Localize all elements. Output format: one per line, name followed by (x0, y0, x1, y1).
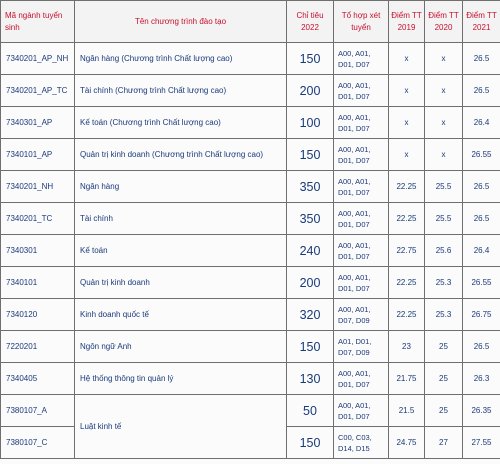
cell-score-2020: 25.5 (425, 203, 463, 235)
cell-score-2021: 26.5 (463, 171, 500, 203)
cell-score-2019: 22.25 (389, 203, 425, 235)
table-row (1, 139, 500, 171)
cell-score-2019: x (389, 43, 425, 75)
cell-code: 7340101 (1, 267, 75, 299)
cell-code: 7220201 (1, 331, 75, 363)
header-quota: Chỉ tiêu 2022 (287, 1, 334, 43)
cell-quota: 350 (287, 171, 334, 203)
cell-score-2019: 24.75 (389, 427, 425, 459)
cell-combo: A00, A01, D01, D07 (334, 395, 389, 427)
cell-quota: 150 (287, 427, 334, 459)
cell-score-2020: 25 (425, 395, 463, 427)
cell-score-2020: 25.3 (425, 299, 463, 331)
cell-quota: 240 (287, 235, 334, 267)
cell-score-2020: 25 (425, 331, 463, 363)
cell-score-2021: 26.35 (463, 395, 500, 427)
table-row (1, 203, 500, 235)
header-code: Mã ngành tuyển sinh (1, 1, 75, 43)
cell-score-2021: 26.55 (463, 267, 500, 299)
cell-score-2019: 22.75 (389, 235, 425, 267)
cell-score-2020: 25.3 (425, 267, 463, 299)
cell-quota: 130 (287, 363, 334, 395)
cell-quota: 150 (287, 331, 334, 363)
cell-score-2019: x (389, 75, 425, 107)
cell-quota: 320 (287, 299, 334, 331)
cell-code: 7380107_A (1, 395, 75, 427)
cell-program: Ngôn ngữ Anh (75, 331, 287, 363)
cell-code: 7340201_TC (1, 203, 75, 235)
cell-combo: A00, A01, D01, D07 (334, 203, 389, 235)
cell-combo: C00, C03, D14, D15 (334, 427, 389, 459)
cell-score-2021: 27.55 (463, 427, 500, 459)
cell-score-2021: 26.3 (463, 363, 500, 395)
cell-score-2020: 25.5 (425, 171, 463, 203)
cell-code: 7340301_AP (1, 107, 75, 139)
cell-code: 7380107_C (1, 427, 75, 459)
table-row (1, 267, 500, 299)
cell-program: Kế toán (Chương trình Chất lượng cao) (75, 107, 287, 139)
cell-quota: 200 (287, 267, 334, 299)
cell-program: Kinh doanh quốc tế (75, 299, 287, 331)
table-row (1, 299, 500, 331)
cell-program: Kế toán (75, 235, 287, 267)
cell-combo: A00, A01, D01, D07 (334, 267, 389, 299)
cell-code: 7340120 (1, 299, 75, 331)
cell-score-2020: 27 (425, 427, 463, 459)
cell-score-2020: 25.6 (425, 235, 463, 267)
cell-score-2021: 26.75 (463, 299, 500, 331)
cell-code: 7340201_NH (1, 171, 75, 203)
cell-score-2021: 26.5 (463, 43, 500, 75)
cell-score-2020: x (425, 75, 463, 107)
cell-score-2019: 22.25 (389, 267, 425, 299)
cell-code: 7340101_AP (1, 139, 75, 171)
table-row (1, 395, 500, 427)
cell-score-2019: x (389, 107, 425, 139)
table-row (1, 75, 500, 107)
cell-score-2021: 26.5 (463, 203, 500, 235)
header-program: Tên chương trình đào tạo (75, 1, 287, 43)
cell-combo: A00, A01, D01, D07 (334, 43, 389, 75)
cell-score-2021: 26.55 (463, 139, 500, 171)
header-row (1, 1, 500, 43)
cell-combo: A00, A01, D01, D07 (334, 107, 389, 139)
cell-score-2021: 26.4 (463, 235, 500, 267)
header-score-2021: Điểm TT 2021 (463, 1, 500, 43)
cell-program: Luật kinh tế (75, 395, 287, 459)
cell-combo: A00, A01, D01, D07 (334, 139, 389, 171)
cell-program: Hệ thống thông tin quản lý (75, 363, 287, 395)
cell-score-2019: 22.25 (389, 171, 425, 203)
cell-combo: A00, A01, D01, D07 (334, 75, 389, 107)
table-row (1, 43, 500, 75)
cell-quota: 150 (287, 43, 334, 75)
table-row (1, 331, 500, 363)
cell-quota: 150 (287, 139, 334, 171)
cell-combo: A00, A01, D01, D07 (334, 363, 389, 395)
cell-program: Ngân hàng (75, 171, 287, 203)
cell-score-2021: 26.5 (463, 75, 500, 107)
cell-quota: 200 (287, 75, 334, 107)
cell-score-2021: 26.5 (463, 331, 500, 363)
cell-score-2020: x (425, 43, 463, 75)
cell-score-2020: x (425, 107, 463, 139)
cell-code: 7340301 (1, 235, 75, 267)
header-score-2019: Điểm TT 2019 (389, 1, 425, 43)
cell-score-2019: x (389, 139, 425, 171)
cell-quota: 350 (287, 203, 334, 235)
cell-quota: 100 (287, 107, 334, 139)
table-row (1, 171, 500, 203)
header-combo: Tổ hợp xét tuyển (334, 1, 389, 43)
table-row (1, 235, 500, 267)
cell-program: Tài chính (Chương trình Chất lượng cao) (75, 75, 287, 107)
cell-code: 7340201_AP_TC (1, 75, 75, 107)
cell-program: Ngân hàng (Chương trình Chất lượng cao) (75, 43, 287, 75)
cell-score-2019: 23 (389, 331, 425, 363)
cell-quota: 50 (287, 395, 334, 427)
cell-code: 7340405 (1, 363, 75, 395)
cell-program: Quản trị kinh doanh (Chương trình Chất lượng cao) (75, 139, 287, 171)
cell-code: 7340201_AP_NH (1, 43, 75, 75)
cell-program: Quản trị kinh doanh (75, 267, 287, 299)
cell-program: Tài chính (75, 203, 287, 235)
cell-combo: A01, D01, D07, D09 (334, 331, 389, 363)
cell-score-2021: 26.4 (463, 107, 500, 139)
cell-score-2019: 21.5 (389, 395, 425, 427)
table-row (1, 363, 500, 395)
cell-combo: A00, A01, D01, D07 (334, 235, 389, 267)
cell-score-2020: 25 (425, 363, 463, 395)
table-row (1, 107, 500, 139)
cell-score-2019: 22.25 (389, 299, 425, 331)
cell-score-2019: 21.75 (389, 363, 425, 395)
header-score-2020: Điểm TT 2020 (425, 1, 463, 43)
cell-score-2020: x (425, 139, 463, 171)
cell-combo: A00, A01, D01, D07 (334, 171, 389, 203)
cell-combo: A00, A01, D07, D09 (334, 299, 389, 331)
